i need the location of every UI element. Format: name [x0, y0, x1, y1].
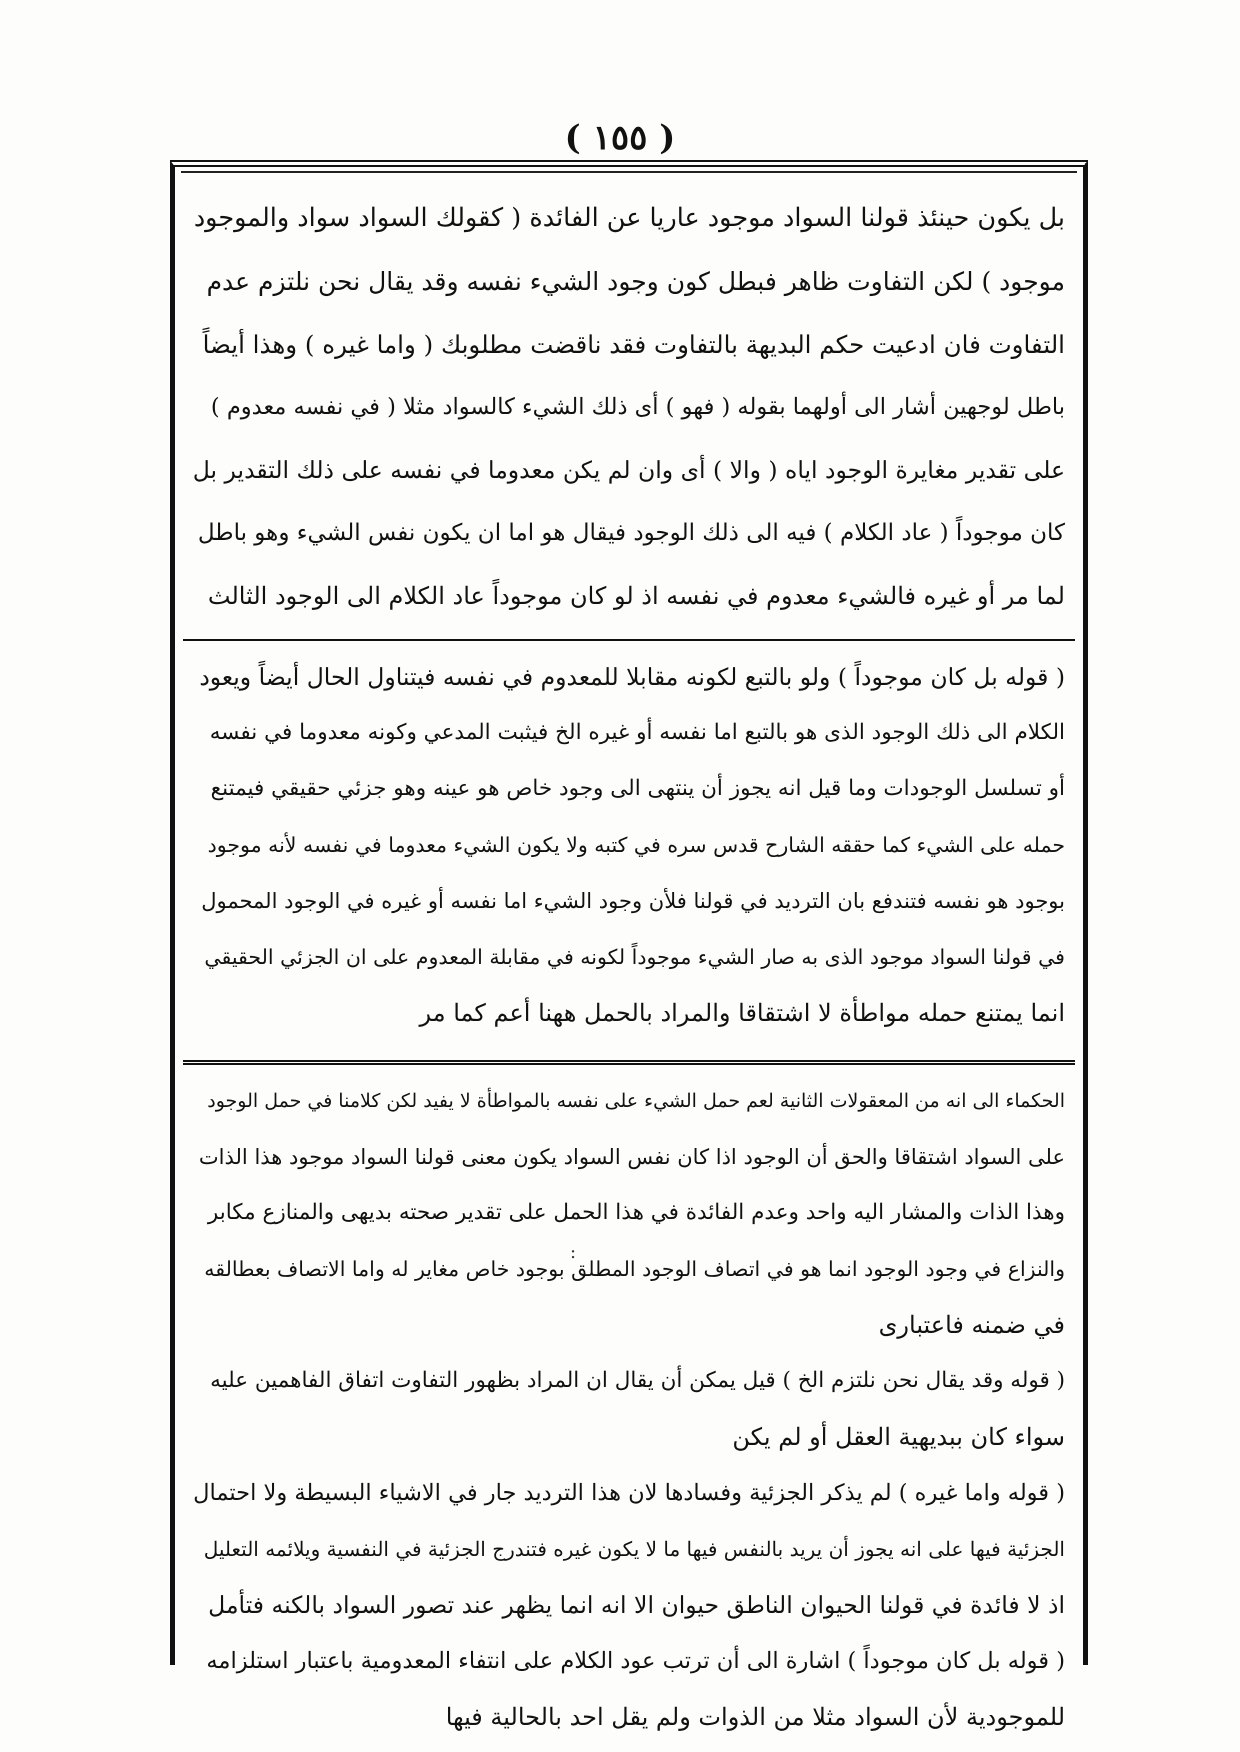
- commentary-line: انما يمتنع حمله مواطأة لا اشتقاقا والمراد بالحمل ههنا أعم كما مر: [419, 999, 1065, 1027]
- commentary-line: ( قوله وقد يقال نحن نلتزم الخ ) قيل يمكن أن يقال ان المراد بظهور التفاوت اتفاق الفاهمين عليه: [210, 1368, 1065, 1393]
- main-text-line: على تقدير مغايرة الوجود اياه ( والا ) أى وان لم يكن معدوما في نفسه على ذلك التقدير بل: [193, 456, 1065, 484]
- commentary-line: اذ لا فائدة في قولنا الحيوان الناطق حيوان الا انه انما يظهر عند تصور السواد بالكنه فتأمل: [208, 1591, 1065, 1619]
- main-text-line: التفاوت فان ادعيت حكم البديهة بالتفاوت فقد ناقضت مطلوبك ( واما غيره ) وهذا أيضاً: [202, 330, 1065, 359]
- commentary-first: [193, 649, 1065, 1041]
- commentary-line: الحكماء الى انه من المعقولات الثانية لعم حمل الشيء على نفسه بالمواطأة لا يفيد لكن كلامنا في حمل الوجود: [207, 1090, 1065, 1112]
- commentary-line: أو تسلسل الوجودات وما قيل انه يجوز أن ينتهى الى وجود خاص هو عينه وهو جزئي حقيقي فيمتنع: [210, 776, 1065, 801]
- page-number: ( ١٥٥ ): [564, 118, 676, 158]
- commentary-line: وهذا الذات والمشار اليه واحد وعدم الفائدة في هذا الحمل على تقدير صحته بديهى والمنازع مكابر: [207, 1200, 1065, 1225]
- text-frame: [170, 160, 1088, 1731]
- marginal-mark: :: [570, 1242, 577, 1263]
- main-text-line: موجود ) لكن التفاوت ظاهر فبطل كون وجود الشيء نفسه وقد يقال نحن نلتزم عدم: [206, 267, 1065, 296]
- commentary-second: [193, 1073, 1065, 1745]
- commentary-line: ( قوله بل كان موجوداً ) اشارة الى أن ترتب عود الكلام على انتفاء المعدومية باعتبار استلزامه: [206, 1648, 1065, 1674]
- commentary-line: الجزئية فيها على انه يجوز أن يريد بالنفس فيها ما لا يكون غيره فتندرج الجزئية في النفسية ويلائمه التعليل: [203, 1537, 1065, 1561]
- commentary-line: ( قوله بل كان موجوداً ) ولو بالتبع لكونه مقابلا للمعدوم في نفسه فيتناول الحال أيضاً ويعود: [199, 663, 1065, 691]
- commentary-line: الكلام الى ذلك الوجود الذى هو بالتبع اما نفسه أو غيره الخ فيثبت المدعي وكونه معدوما في نفسه: [209, 720, 1065, 745]
- commentary-line: بوجود هو نفسه فتندفع بان الترديد في قولنا فلأن وجود الشيء اما نفسه أو غيره في الوجود المحمول: [201, 889, 1065, 913]
- main-text-line: بل يكون حينئذ قولنا السواد موجود عاريا عن الفائدة ( كقولك السواد سواد والموجود: [193, 203, 1065, 233]
- commentary-line: في قولنا السواد موجود الذى به صار الشيء موجوداً لكونه في مقابلة المعدوم على ان الجزئي الحقيقي: [204, 945, 1065, 969]
- commentary-line: سواء كان ببديهية العقل أو لم يكن: [732, 1423, 1065, 1451]
- commentary-line: للموجودية لأن السواد مثلا من الذوات ولم يقل احد بالحالية فيها: [445, 1703, 1065, 1731]
- commentary-line: حمله على الشيء كما حققه الشارح قدس سره في كتبه ولا يكون الشيء معدوما في نفسه لأنه موجود: [207, 833, 1065, 857]
- commentary-line: على السواد اشتقاقا والحق أن الوجود اذا كان نفس السواد يكون معنى قولنا السواد موجود هذا الذات: [198, 1145, 1065, 1169]
- commentary-line: في ضمنه فاعتبارى: [878, 1311, 1065, 1339]
- main-text-line: باطل لوجهين أشار الى أولهما بقوله ( فهو ) أى ذلك الشيء كالسواد مثلا ( في نفسه معدوم ): [210, 394, 1065, 420]
- commentary-line: والنزاع في وجود الوجود انما هو في اتصاف الوجود المطلق بوجود خاص مغاير له واما الاتصاف بعطالقه: [204, 1257, 1065, 1281]
- main-text: [193, 187, 1065, 628]
- commentary-line: ( قوله واما غيره ) لم يذكر الجزئية وفسادها لان هذا الترديد جار في الاشياء البسيطة ولا احتمال: [193, 1480, 1065, 1506]
- section-divider: [183, 639, 1075, 641]
- main-text-line: لما مر أو غيره فالشيء معدوم في نفسه اذ لو كان موجوداً عاد الكلام الى الوجود الثالث: [207, 582, 1065, 610]
- main-text-line: كان موجوداً ( عاد الكلام ) فيه الى ذلك الوجود فيقال هو اما ان يكون نفس الشيء وهو باطل: [197, 520, 1065, 546]
- section-divider-double: [183, 1060, 1075, 1065]
